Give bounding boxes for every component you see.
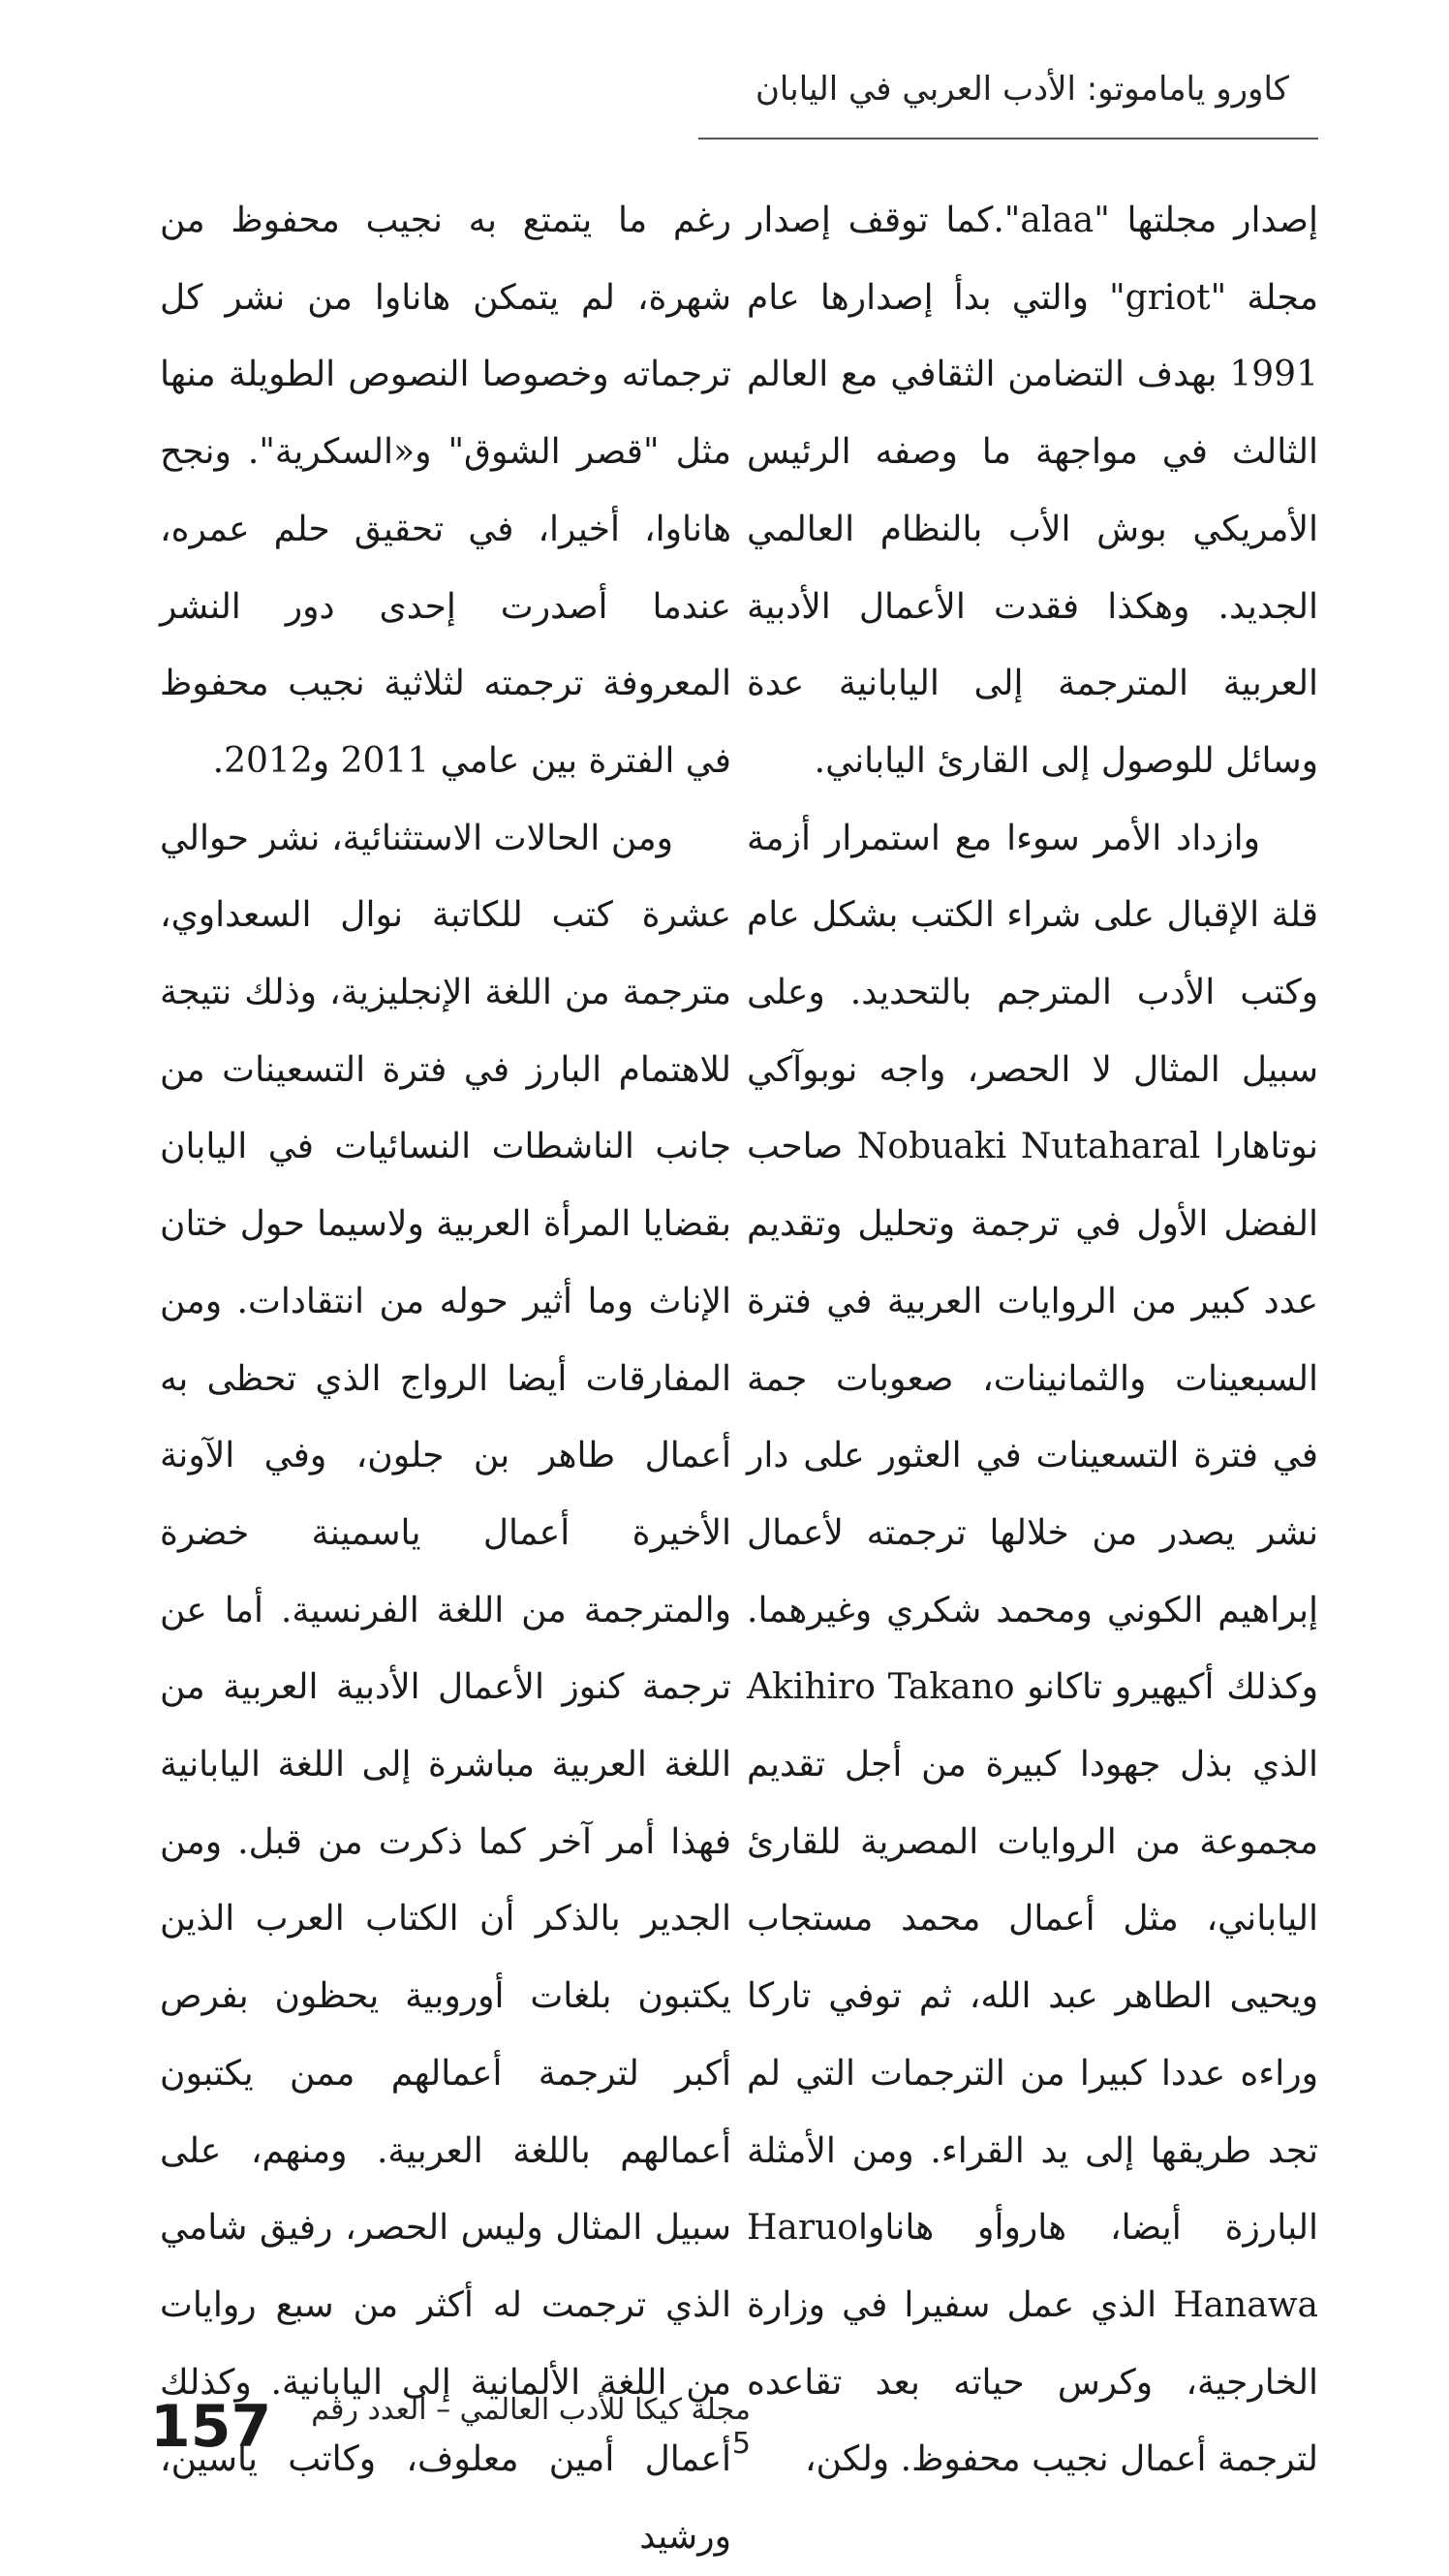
left-paragraph-2: ومن الحالات الاستثنائية، نشر حوالي عشرة كتب للكاتبة نوال السعداوي، مترجمة من اللغة الإنجليزية، وذلك نتيجة للاهتمام البارز في فترة التسعينات من جانب الناشطات النسائيات في اليابان بقضايا المرأة العربية ولاسيما حول ختان الإناث وما أثير حوله من انتقادات. ومن المفارقات أيضا الرواج الذي تحظى به أعمال طاهر بن جلون، وفي الآونة الأخيرة أعمال ياسمينة خضرة والمترجمة من اللغة الفرنسية. أما عن ترجمة كنوز الأعمال الأدبية العربية من اللغة العربية مباشرة إلى اللغة اليابانية فهذا أمر آخر كما ذكرت من قبل. ومن الجدير بالذكر أن الكتاب العرب الذين يكتبون بلغات أوروبية يحظون بفرص أكبر لترجمة أعمالهم ممن يكتبون أعمالهم باللغة العربية. ومنهم، على سبيل المثال وليس الحصر، رفيق شامي الذي ترجمت له أكثر من سبع روايات من اللغة الألمانية إلى اليابانية. وكذلك أعمال أمين معلوف، وكاتب ياسين، ورشيد [160,818,731,2558]
right-paragraph-1: إصدار مجلتها "alaa".كما توقف إصدار مجلة "griot" والتي بدأ إصدارها عام 1991 بهدف التضامن الثقافي مع العالم الثالث في مواجهة ما وصفه الرئيس الأمريكي بوش الأب بالنظام العالمي الجديد. وهكذا فقدت الأعمال الأدبية العربية المترجمة إلى اليابانية عدة وسائل للوصول إلى القارئ الياباني. [747,201,1318,781]
page-footer [150,2388,751,2466]
page-number: 157 [150,2393,272,2461]
running-title: كاورو ياماموتو: الأدب العربي في اليابان [755,70,1289,109]
left-paragraph-1: رغم ما يتمتع به نجيب محفوظ من شهرة، لم يتمكن هاناوا من نشر كل ترجماته وخصوصا النصوص الطويلة منها مثل "قصر الشوق" و«السكرية". ونجح هاناوا، أخيرا، في تحقيق حلم عمره، عندما أصدرت إحدى دور النشر المعروفة ترجمته لثلاثية نجيب محفوظ في الفترة بين عامي 2011 و2012. [160,201,731,781]
right-column [747,182,1319,2480]
journal-issue-line: مجلة كيكا للأدب العالمي – العدد رقم 5 [311,2393,751,2461]
header-rule [698,138,1318,140]
right-paragraph-2: وازداد الأمر سوءا مع استمرار أزمة قلة الإقبال على شراء الكتب بشكل عام وكتب الأدب المترجم بالتحديد. وعلى سبيل المثال لا الحصر، واجه نوبوآكي نوتاهارا Nobuaki Nutaharal صاحب الفضل الأول في ترجمة وتحليل وتقديم عدد كبير من الروايات العربية في فترة السبعينات والثمانينات، صعوبات جمة في فترة التسعينات في العثور على دار نشر يصدر من خلالها ترجمته لأعمال إبراهيم الكوني ومحمد شكري وغيرهما. وكذلك أكيهيرو تاكانو Akihiro Takano الذي بذل جهودا كبيرة من أجل تقديم مجموعة من الروايات المصرية للقارئ الياباني، مثل أعمال محمد مستجاب ويحيى الطاهر عبد الله، ثم توفي تاركا وراءه عددا كبيرا من الترجمات التي لم تجد طريقها إلى يد القراء. ومن الأمثلة البارزة أيضا، هاروأو هاناواHaruo Hanawa الذي عمل سفيرا في وزارة الخارجية، وكرس حياته بعد تقاعده لترجمة أعمال نجيب محفوظ. ولكن، [747,818,1319,2480]
